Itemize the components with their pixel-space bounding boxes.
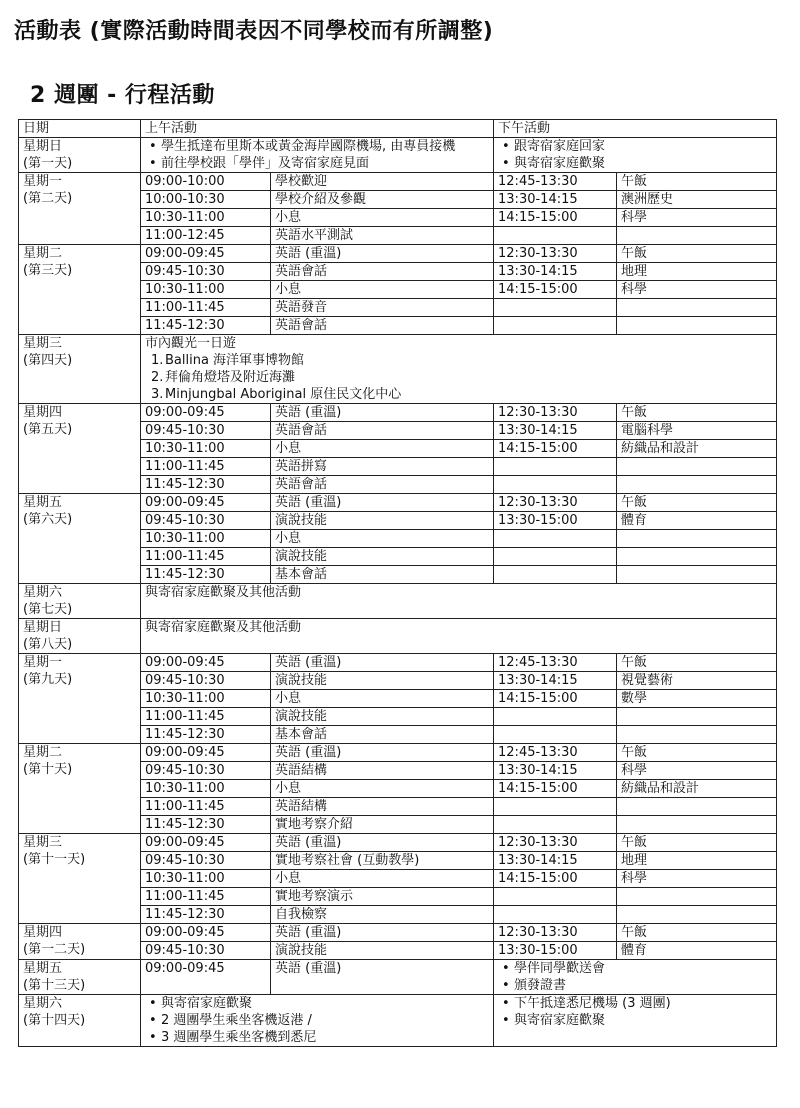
- bullet-item: • 與寄宿家庭歡聚: [514, 155, 772, 172]
- day-cell: [19, 494, 141, 584]
- day-row: [19, 494, 777, 512]
- am-activity: 小息: [271, 870, 494, 888]
- am-time: 11:00-11:45: [141, 299, 271, 317]
- pm-activity: 午飯: [617, 744, 777, 762]
- pm-activity: [617, 566, 777, 584]
- pm-time: 12:30-13:30: [494, 924, 617, 942]
- day-row: [19, 619, 777, 654]
- pm-activity: [617, 458, 777, 476]
- am-time: 10:30-11:00: [141, 690, 271, 708]
- pm-time: [494, 548, 617, 566]
- day-name: 星期四: [23, 925, 63, 940]
- pm-time: 12:30-13:30: [494, 245, 617, 263]
- am-time: 11:00-12:45: [141, 227, 271, 245]
- am-excursion: [141, 335, 777, 404]
- am-time: 09:45-10:30: [141, 422, 271, 440]
- pm-time: [494, 708, 617, 726]
- pm-activity: 電腦科學: [617, 422, 777, 440]
- am-activity: 英語 (重溫): [271, 404, 494, 422]
- header-date: 日期: [19, 120, 141, 138]
- pm-time: [494, 816, 617, 834]
- am-activity: 英語拼寫: [271, 458, 494, 476]
- pm-activity: 紡織品和設計: [617, 780, 777, 798]
- excursion-number: 2.: [151, 370, 164, 385]
- pm-activity: 科學: [617, 762, 777, 780]
- pm-time: 14:15-15:00: [494, 440, 617, 458]
- am-activity: 英語 (重溫): [271, 245, 494, 263]
- pm-activity: 地理: [617, 852, 777, 870]
- pm-activity: 科學: [617, 209, 777, 227]
- am-time: 10:30-11:00: [141, 780, 271, 798]
- am-bullets: [141, 138, 494, 173]
- bullet-item: • 學伴同學歡送會: [514, 960, 772, 977]
- am-activity: 小息: [271, 690, 494, 708]
- bullet-item: • 下午抵達悉尼機場 (3 週團): [514, 995, 772, 1012]
- am-activity: 演說技能: [271, 512, 494, 530]
- header-row: [19, 120, 777, 138]
- am-time: 11:00-11:45: [141, 548, 271, 566]
- am-time: 11:45-12:30: [141, 476, 271, 494]
- bullet-item: • 頒發證書: [514, 977, 772, 994]
- bullet-item: • 2 週團學生乘坐客機返港 /: [161, 1012, 489, 1029]
- am-time: 09:00-09:45: [141, 404, 271, 422]
- day-number: (第十四天): [23, 1013, 86, 1028]
- pm-time: [494, 530, 617, 548]
- pm-time: 12:30-13:30: [494, 494, 617, 512]
- pm-time: 13:30-14:15: [494, 762, 617, 780]
- day-row: [19, 834, 777, 852]
- bullet-item: • 學生抵達布里斯本或黃金海岸國際機場, 由專員接機: [161, 138, 489, 155]
- pm-time: 14:15-15:00: [494, 690, 617, 708]
- day-name: 星期四: [23, 405, 63, 420]
- am-time: 10:30-11:00: [141, 440, 271, 458]
- am-time: 09:00-09:45: [141, 960, 271, 995]
- day-name: 星期五: [23, 961, 63, 976]
- day-row: [19, 138, 777, 173]
- pm-activity: [617, 888, 777, 906]
- day-number: (第四天): [23, 353, 73, 368]
- am-time: 11:00-11:45: [141, 458, 271, 476]
- day-number: (第十一天): [23, 852, 86, 867]
- day-name: 星期日: [23, 139, 63, 154]
- day-row: [19, 744, 777, 762]
- day-name: 星期六: [23, 585, 63, 600]
- am-activity: 演說技能: [271, 672, 494, 690]
- am-time: 09:00-09:45: [141, 924, 271, 942]
- pm-bullets-list: [498, 960, 772, 994]
- am-activity: 英語 (重溫): [271, 494, 494, 512]
- pm-time: 13:30-14:15: [494, 263, 617, 281]
- pm-activity: [617, 798, 777, 816]
- pm-time: 14:15-15:00: [494, 780, 617, 798]
- am-activity: 學校歡迎: [271, 173, 494, 191]
- am-activity: 小息: [271, 209, 494, 227]
- pm-time: 14:15-15:00: [494, 209, 617, 227]
- day-cell: [19, 834, 141, 924]
- day-cell: [19, 960, 141, 995]
- pm-activity: 午飯: [617, 924, 777, 942]
- am-activity: 演說技能: [271, 708, 494, 726]
- am-time: 11:45-12:30: [141, 317, 271, 335]
- pm-time: [494, 317, 617, 335]
- am-activity: 英語結構: [271, 762, 494, 780]
- day-number: (第七天): [23, 602, 73, 617]
- day-row: [19, 995, 777, 1047]
- excursion-text: 拜倫角燈塔及附近海灘: [165, 370, 296, 385]
- day-number: (第六天): [23, 512, 73, 527]
- am-time: 09:00-09:45: [141, 654, 271, 672]
- day-number: (第三天): [23, 263, 73, 278]
- day-cell: [19, 924, 141, 960]
- pm-activity: 紡織品和設計: [617, 440, 777, 458]
- day-number: (第九天): [23, 672, 73, 687]
- header-am: 上午活動: [141, 120, 494, 138]
- day-number: (第一天): [23, 156, 73, 171]
- am-activity: 基本會話: [271, 726, 494, 744]
- pm-activity: [617, 299, 777, 317]
- pm-activity: 午飯: [617, 494, 777, 512]
- day-cell: [19, 404, 141, 494]
- am-activity: 實地考察介紹: [271, 816, 494, 834]
- pm-activity: 午飯: [617, 404, 777, 422]
- day-name: 星期一: [23, 655, 63, 670]
- am-time: 10:30-11:00: [141, 870, 271, 888]
- pm-bullets-list: [498, 138, 772, 172]
- pm-activity: 體育: [617, 942, 777, 960]
- bullet-item: • 3 週團學生乘坐客機到悉尼: [161, 1029, 489, 1046]
- pm-time: [494, 566, 617, 584]
- pm-activity: 數學: [617, 690, 777, 708]
- full-day-activity: 與寄宿家庭歡聚及其他活動: [141, 619, 777, 654]
- day-row: [19, 173, 777, 191]
- am-activity: 自我檢察: [271, 906, 494, 924]
- am-time: 09:45-10:30: [141, 512, 271, 530]
- pm-activity: [617, 530, 777, 548]
- pm-activity: 午飯: [617, 834, 777, 852]
- pm-time: 14:15-15:00: [494, 281, 617, 299]
- am-activity: 英語 (重溫): [271, 744, 494, 762]
- day-name: 星期二: [23, 745, 63, 760]
- day-name: 星期二: [23, 246, 63, 261]
- pm-activity: [617, 816, 777, 834]
- pm-activity: 科學: [617, 870, 777, 888]
- pm-activity: [617, 708, 777, 726]
- pm-bullets: [494, 138, 777, 173]
- day-name: 星期五: [23, 495, 63, 510]
- pm-time: 13:30-14:15: [494, 191, 617, 209]
- day-row: [19, 654, 777, 672]
- am-time: 10:30-11:00: [141, 530, 271, 548]
- day-cell: [19, 138, 141, 173]
- pm-activity: [617, 726, 777, 744]
- am-time: 09:45-10:30: [141, 942, 271, 960]
- pm-time: [494, 476, 617, 494]
- am-time: 10:30-11:00: [141, 209, 271, 227]
- am-time: 09:00-09:45: [141, 245, 271, 263]
- am-time: 11:45-12:30: [141, 726, 271, 744]
- day-cell: [19, 654, 141, 744]
- bullet-item: • 前往學校跟「學伴」及寄宿家庭見面: [161, 155, 489, 172]
- day-cell: [19, 245, 141, 335]
- am-activity: 小息: [271, 530, 494, 548]
- am-activity: 小息: [271, 780, 494, 798]
- am-time: 09:45-10:30: [141, 672, 271, 690]
- am-activity: 英語會話: [271, 317, 494, 335]
- day-row: [19, 245, 777, 263]
- pm-activity: 午飯: [617, 245, 777, 263]
- excursion-text: Ballina 海洋軍事博物館: [165, 353, 305, 368]
- am-time: 09:45-10:30: [141, 263, 271, 281]
- pm-time: [494, 227, 617, 245]
- am-activity: 英語會話: [271, 263, 494, 281]
- pm-time: 13:30-14:15: [494, 672, 617, 690]
- pm-time: 14:15-15:00: [494, 870, 617, 888]
- day-number: (第二天): [23, 191, 73, 206]
- excursion-text: Minjungbal Aboriginal 原住民文化中心: [165, 387, 402, 402]
- day-cell: [19, 995, 141, 1047]
- am-time: 11:45-12:30: [141, 566, 271, 584]
- pm-activity: [617, 317, 777, 335]
- page-subtitle: 2 週團 - 行程活動: [30, 83, 215, 108]
- excursion-number: 3.: [151, 387, 164, 402]
- pm-time: [494, 888, 617, 906]
- pm-activity: [617, 906, 777, 924]
- am-activity: 英語 (重溫): [271, 834, 494, 852]
- day-row: [19, 924, 777, 942]
- day-name: 星期三: [23, 835, 63, 850]
- day-number: (第五天): [23, 422, 73, 437]
- pm-time: [494, 299, 617, 317]
- pm-time: 12:45-13:30: [494, 173, 617, 191]
- am-time: 10:30-11:00: [141, 281, 271, 299]
- day-name: 星期六: [23, 996, 63, 1011]
- pm-activity: 澳洲歷史: [617, 191, 777, 209]
- day-cell: [19, 335, 141, 404]
- am-time: 09:45-10:30: [141, 762, 271, 780]
- pm-bullets-list: [498, 995, 772, 1029]
- day-row: [19, 404, 777, 422]
- am-bullets-list: [145, 138, 489, 172]
- bullet-item: • 與寄宿家庭歡聚: [514, 1012, 772, 1029]
- am-time: 10:00-10:30: [141, 191, 271, 209]
- pm-time: 12:30-13:30: [494, 834, 617, 852]
- pm-bullets: [494, 995, 777, 1047]
- day-cell: [19, 173, 141, 245]
- pm-time: 12:45-13:30: [494, 654, 617, 672]
- pm-time: 13:30-14:15: [494, 422, 617, 440]
- am-time: 09:00-09:45: [141, 744, 271, 762]
- am-time: 09:45-10:30: [141, 852, 271, 870]
- am-activity: 英語 (重溫): [271, 960, 494, 995]
- pm-time: [494, 458, 617, 476]
- am-activity: 學校介紹及參觀: [271, 191, 494, 209]
- am-time: 09:00-10:00: [141, 173, 271, 191]
- day-number: (第十三天): [23, 978, 86, 993]
- day-number: (第一二天): [23, 942, 86, 957]
- bullet-item: • 跟寄宿家庭回家: [514, 138, 772, 155]
- pm-activity: 科學: [617, 281, 777, 299]
- full-day-activity: 與寄宿家庭歡聚及其他活動: [141, 584, 777, 619]
- pm-time: 13:30-14:15: [494, 852, 617, 870]
- am-bullets: [141, 995, 494, 1047]
- pm-activity: 視覺藝術: [617, 672, 777, 690]
- bullet-item: • 與寄宿家庭歡聚: [161, 995, 489, 1012]
- pm-time: [494, 726, 617, 744]
- pm-activity: [617, 476, 777, 494]
- pm-activity: 午飯: [617, 654, 777, 672]
- excursion-list: [145, 352, 772, 403]
- am-bullets-list: [145, 995, 489, 1046]
- day-row: [19, 335, 777, 404]
- am-time: 11:45-12:30: [141, 906, 271, 924]
- pm-time: 12:45-13:30: [494, 744, 617, 762]
- am-time: 09:00-09:45: [141, 494, 271, 512]
- am-activity: 英語會話: [271, 422, 494, 440]
- pm-activity: 地理: [617, 263, 777, 281]
- pm-time: [494, 906, 617, 924]
- day-name: 星期一: [23, 174, 63, 189]
- day-row: [19, 584, 777, 619]
- am-activity: 英語會話: [271, 476, 494, 494]
- am-activity: 英語發音: [271, 299, 494, 317]
- day-cell: [19, 619, 141, 654]
- am-time: 11:00-11:45: [141, 888, 271, 906]
- am-activity: 實地考察社會 (互動教學): [271, 852, 494, 870]
- am-activity: 基本會話: [271, 566, 494, 584]
- am-activity: 實地考察演示: [271, 888, 494, 906]
- pm-activity: 午飯: [617, 173, 777, 191]
- header-pm: 下午活動: [494, 120, 777, 138]
- am-activity: 英語 (重溫): [271, 654, 494, 672]
- pm-activity: 體育: [617, 512, 777, 530]
- pm-time: [494, 798, 617, 816]
- pm-time: 12:30-13:30: [494, 404, 617, 422]
- am-time: 11:00-11:45: [141, 798, 271, 816]
- excursion-item: [151, 352, 772, 369]
- am-activity: 英語 (重溫): [271, 924, 494, 942]
- day-number: (第八天): [23, 637, 73, 652]
- pm-time: 13:30-15:00: [494, 512, 617, 530]
- day-row: [19, 960, 777, 995]
- excursion-number: 1.: [151, 353, 164, 368]
- excursion-item: [151, 386, 772, 403]
- pm-activity: [617, 227, 777, 245]
- am-time: 11:00-11:45: [141, 708, 271, 726]
- day-name: 星期日: [23, 620, 63, 635]
- am-activity: 英語結構: [271, 798, 494, 816]
- day-number: (第十天): [23, 762, 73, 777]
- page-title: 活動表 (實際活動時間表因不同學校而有所調整): [14, 19, 494, 44]
- day-cell: [19, 584, 141, 619]
- am-time: 11:45-12:30: [141, 816, 271, 834]
- day-name: 星期三: [23, 336, 63, 351]
- schedule-table: [18, 119, 777, 1047]
- day-cell: [19, 744, 141, 834]
- am-activity: 演說技能: [271, 942, 494, 960]
- excursion-title: 市內觀光一日遊: [145, 336, 237, 351]
- am-activity: 小息: [271, 440, 494, 458]
- pm-bullets: [494, 960, 777, 995]
- pm-activity: [617, 548, 777, 566]
- am-time: 09:00-09:45: [141, 834, 271, 852]
- pm-time: 13:30-15:00: [494, 942, 617, 960]
- excursion-item: [151, 369, 772, 386]
- am-activity: 英語水平測試: [271, 227, 494, 245]
- am-activity: 小息: [271, 281, 494, 299]
- am-activity: 演說技能: [271, 548, 494, 566]
